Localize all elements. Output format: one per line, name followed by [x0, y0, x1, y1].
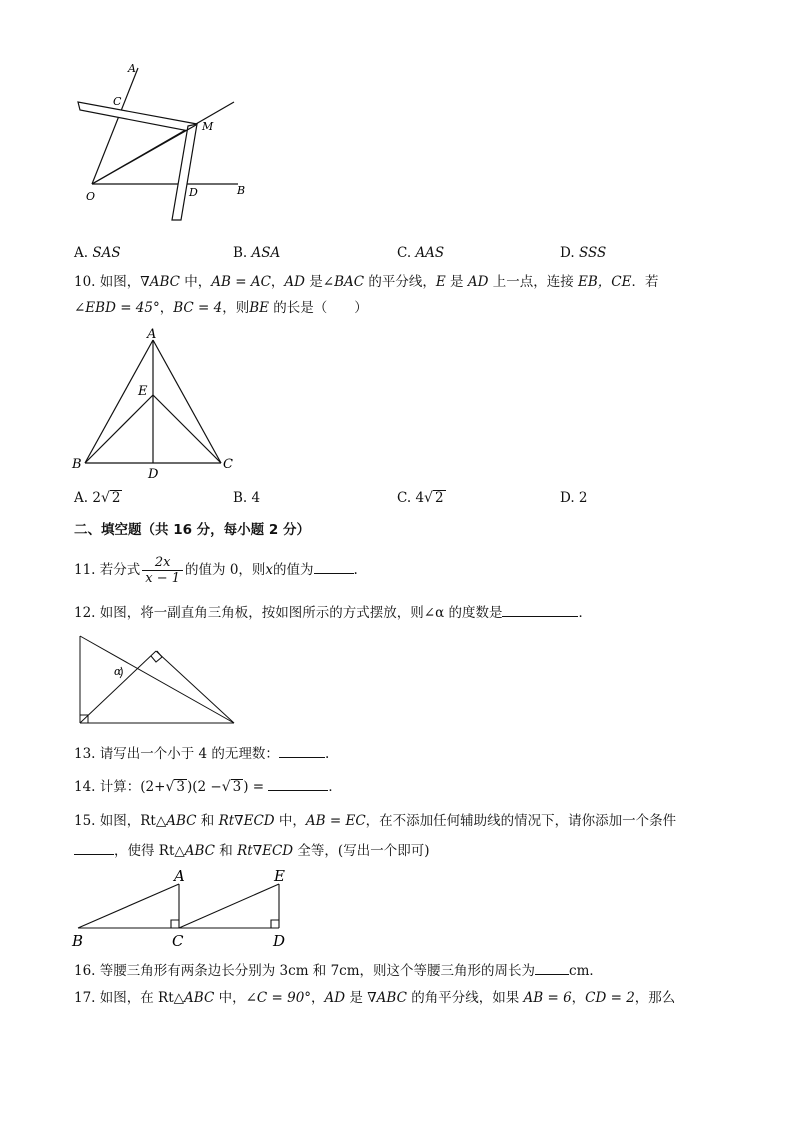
answer-blank[interactable]	[74, 840, 114, 855]
option-value: D. 2	[560, 490, 588, 506]
math: )	[186, 779, 193, 795]
q10-option-a[interactable]: A. 2√ 2	[74, 490, 121, 506]
math: ∠EBD = 45°	[74, 300, 160, 316]
math: BC = 4	[173, 300, 223, 316]
q9-label-a: A	[128, 62, 136, 75]
math: AB = AC	[211, 274, 271, 290]
text: 的长是（ ）	[269, 300, 368, 316]
text: 11. 若分式	[74, 562, 141, 578]
text: 10. 如图，	[74, 274, 141, 290]
q10-option-c[interactable]: C. 4√ 2	[397, 490, 444, 506]
math: ∇ABC	[140, 274, 180, 290]
math: BE	[249, 300, 269, 316]
option-letter: D.	[560, 245, 575, 261]
text: 是	[345, 990, 368, 1006]
math: EB，CE	[578, 274, 632, 290]
q9-figure	[70, 60, 250, 225]
text: =	[248, 779, 265, 795]
math: AD	[284, 274, 305, 290]
math: ∠BAC	[322, 274, 365, 290]
answer-blank[interactable]	[502, 602, 578, 617]
section-heading: 二、填空题（共 16 分，每小题 2 分）	[74, 522, 310, 538]
q15-label-e: E	[274, 867, 285, 885]
q10-label-c: C	[223, 457, 233, 472]
option-letter: C.	[397, 245, 412, 261]
alpha-label: α	[114, 665, 122, 678]
q13	[74, 743, 329, 764]
option-coef: 4	[415, 490, 425, 506]
math: ABC	[184, 843, 216, 859]
q9-label-m: M	[202, 120, 214, 133]
answer-blank[interactable]	[268, 776, 328, 791]
q10-line1	[74, 272, 658, 292]
q15-label-d: D	[273, 932, 286, 950]
math: AB = 6	[523, 990, 572, 1006]
text: ．	[578, 605, 592, 621]
numerator: 2x	[142, 555, 183, 571]
option-value: ASA	[251, 245, 281, 261]
q11	[74, 553, 358, 587]
option-letter: A.	[74, 490, 89, 506]
text: ，	[270, 274, 285, 290]
q17	[74, 988, 675, 1008]
math: ABC	[166, 813, 197, 829]
text: 中，	[274, 813, 306, 829]
text: 的角平分线，如果	[406, 990, 524, 1006]
fraction	[142, 555, 183, 586]
math: AD	[467, 274, 489, 290]
text: ，	[159, 300, 174, 316]
math: ABC	[184, 990, 215, 1006]
q15-label-b: B	[72, 932, 84, 950]
option-coef: 2	[92, 490, 101, 506]
option-letter: B.	[233, 245, 248, 261]
q10-option-d[interactable]	[560, 490, 588, 506]
answer-blank[interactable]	[279, 743, 325, 758]
answer-blank[interactable]	[535, 960, 569, 975]
text: 是	[304, 274, 323, 290]
text: 15. 如图，Rt△	[74, 813, 167, 829]
math: AD	[324, 990, 346, 1006]
text: ，使得 Rt△	[114, 843, 185, 859]
q9-option-d[interactable]	[560, 245, 606, 261]
text: 和	[215, 843, 238, 859]
text: 17. 如图，在 Rt△	[74, 990, 185, 1006]
text: ，	[571, 990, 586, 1006]
option-letter: C.	[397, 490, 412, 506]
math: Rt∇ECD	[237, 843, 294, 859]
math: Rt∇ECD	[218, 813, 275, 829]
q15-line2	[74, 840, 429, 861]
q15-line1	[74, 811, 676, 831]
math: CD = 2	[585, 990, 635, 1006]
math: ∇ABC	[367, 990, 407, 1006]
text: ，则	[222, 300, 250, 316]
text: 16. 等腰三角形有两条边长分别为 3cm 和 7cm，则这个等腰三角形的周长为	[74, 963, 536, 979]
q10-option-b[interactable]	[233, 490, 260, 506]
q10-line2	[74, 298, 368, 318]
math: (2+	[140, 779, 166, 795]
q9-label-b: B	[237, 184, 246, 197]
text: ．若	[631, 274, 659, 290]
q10-figure	[68, 325, 243, 480]
q9-label-c: C	[113, 95, 122, 108]
radicand: 3	[232, 779, 242, 795]
radicand: 3	[176, 779, 185, 795]
text: ．	[589, 963, 603, 979]
text: 的值为	[273, 562, 314, 578]
text: 14. 计算：	[74, 779, 141, 795]
text: 中，	[179, 274, 212, 290]
text: 的值为 0，则	[185, 562, 266, 578]
math: )	[243, 779, 249, 795]
q12	[74, 602, 592, 623]
q12-figure	[74, 633, 242, 728]
math: x	[265, 562, 274, 578]
q15-label-a: A	[174, 867, 185, 885]
q9-option-c[interactable]	[397, 245, 444, 261]
q9-label-d: D	[189, 186, 198, 199]
option-value: AAS	[415, 245, 445, 261]
q10-label-d: D	[148, 467, 159, 480]
option-letter: A.	[74, 245, 89, 261]
option-value: SSS	[578, 245, 607, 261]
answer-blank[interactable]	[314, 559, 354, 574]
q9-option-a[interactable]	[74, 245, 121, 261]
text: ，那么	[634, 990, 676, 1006]
text: ，在不添加任何辅助线的情况下，请你添加一个条件	[365, 813, 677, 829]
q14: 14. 计算：(2+√ 3 )(2 −√ 3 ) = ．	[74, 776, 342, 797]
text: 中，	[214, 990, 246, 1006]
option-radicand: 2	[111, 490, 121, 506]
text: .	[324, 746, 330, 762]
text: 是	[445, 274, 468, 290]
q10-label-e: E	[138, 384, 148, 399]
text: 和	[196, 813, 219, 829]
unit: cm	[569, 963, 590, 979]
q15-label-c: C	[172, 932, 184, 950]
denominator: x − 1	[145, 571, 181, 586]
text: ．	[328, 779, 342, 795]
math: ∠C = 90°	[245, 990, 312, 1006]
q10-label-b: B	[72, 457, 82, 472]
text: .	[353, 562, 358, 578]
q9-option-b[interactable]	[233, 245, 280, 261]
text: 全等，(写出一个即可)	[293, 843, 430, 859]
q9-label-o: O	[86, 190, 96, 203]
option-radicand: 2	[434, 490, 444, 506]
math: E	[435, 274, 446, 290]
math: AB = EC	[305, 813, 366, 829]
text: 12. 如图，将一副直角三角板，按如图所示的方式摆放，则∠α 的度数是	[74, 605, 503, 621]
text: 的平分线，	[364, 274, 436, 290]
q16	[74, 960, 603, 981]
q10-label-a: A	[147, 327, 157, 342]
text: ，	[311, 990, 325, 1006]
option-value: SAS	[92, 245, 121, 261]
text: 13. 请写出一个小于 4 的无理数：	[74, 746, 279, 762]
q15-figure	[66, 866, 296, 952]
text: 上一点，连接	[488, 274, 579, 290]
math: (2 −	[192, 779, 222, 795]
option-value: B. 4	[233, 490, 261, 506]
